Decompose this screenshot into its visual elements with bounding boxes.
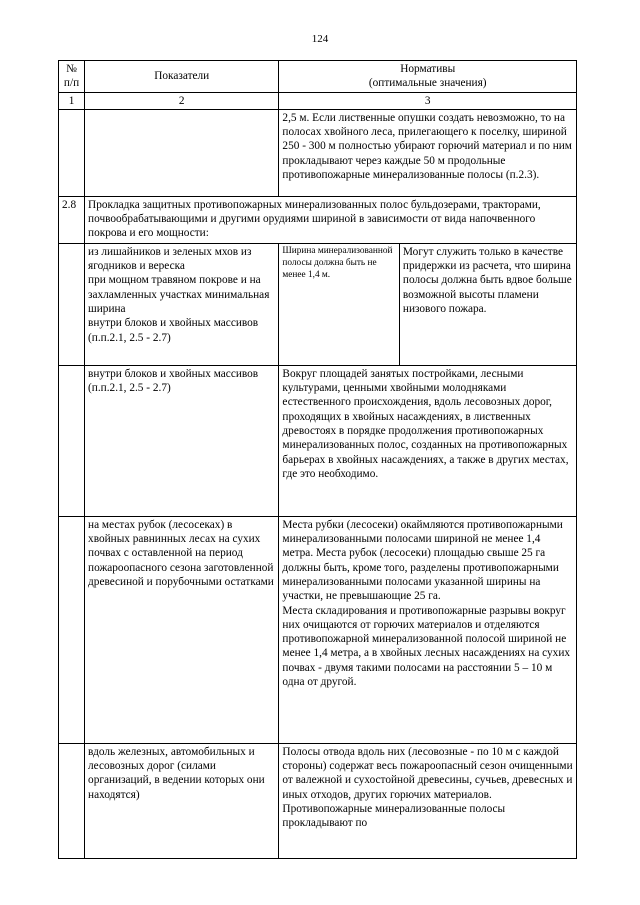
split-norm-cell [279, 243, 577, 365]
row-indicator: внутри блоков и хвойных массивов (п.п.2.1, 2.5 - 2.7) [85, 365, 279, 516]
header-norms: Нормативы (оптимальные значения) [279, 61, 577, 93]
row-indicator: вдоль железных, автомобильных и лесовозных дорог (силами организаций, в ведении которых они находятся) [85, 743, 279, 858]
continuation-text: 2,5 м. Если лиственные опушки создать невозможно, то на полосах хвойного леса, прилегающего к поселку, шириной 250 - 300 м полностью убирают горючий материал и по ним прокладывают через каждые 50 м продольные противопожарные минерализованные полосы (п.2.3). [279, 109, 577, 196]
table-row [59, 516, 577, 743]
row-norm: Полосы отвода вдоль них (лесовозные - по 10 м с каждой стороны) содержат весь пожароопасный сезон очищенными от валежной и сухостойной древесины, сучьев, древесных и иных отходов, других горючих материалов. Противопожарные минерализованные полосы прокладывают по [279, 743, 577, 858]
header-indicators: Показатели [85, 61, 279, 93]
norm-note: Могут служить только в качестве придержки из расчета, что ширина полосы должна быть вдвое больше возможной высоты пламени низового пожара. [399, 244, 576, 365]
row-indicator: на местах рубок (лесосеках) в хвойных равнинных лесах на сухих почвах с оставленной на период пожароопасного сезона заготовленной древесиной и порубочными остатками [85, 516, 279, 743]
norms-table [58, 60, 577, 859]
table-header-row [59, 61, 577, 93]
page-number: 124 [311, 33, 329, 45]
column-number-2: 2 [85, 92, 279, 109]
section-number: 2.8 [59, 196, 85, 243]
row-indicator: из лишайников и зеленых мхов из ягодников и вереска при мощном травяном покрове и на захламленных участках минимальная ширина внутри блоков и хвойных массивов (п.п.2.1, 2.5 - 2.7) [85, 243, 279, 365]
column-number-row [59, 92, 577, 109]
row-norm: Места рубки (лесосеки) окаймляются противопожарными минерализованными полосами шириной не менее 1,4 метра. Места рубок (лесосеки) площадью свыше 25 га должны быть, кроме того, разделены противопожарными минерализованными полосами указанной ширины на участки, не превышающие 25 га. Места складирования и противопожарные разрывы вокруг них очищаются от горючих материалов и отделяются противопожарной минерализованной полосой шириной не менее 1,4 метра, а в хвойных лесных насаждениях на сухих почвах - двумя такими полосами на расстоянии 5 – 10 м одна от другой. [279, 516, 577, 743]
table-row [59, 743, 577, 858]
table-row [59, 365, 577, 516]
section-title-row [59, 196, 577, 243]
nested-norm-table [279, 244, 576, 365]
column-number-3: 3 [279, 92, 577, 109]
norm-min-width: Ширина минерализованной полосы должна быть не менее 1,4 м. [279, 244, 399, 365]
header-number: № п/п [59, 61, 85, 93]
column-number-1: 1 [59, 92, 85, 109]
row-norm: Вокруг площадей занятых постройками, лесными культурами, ценными хвойными молодняками естественного происхождения, вдоль лесовозных дорог, проходящих в хвойных насаждениях, в лиственных древостоях в порядке продолжения противопожарных минерализованных полос, созданных на противопожарных барьерах в хвойных насаждениях, а также в других местах, где это необходимо. [279, 365, 577, 516]
section-title: Прокладка защитных противопожарных минерализованных полос бульдозерами, тракторами, почвообрабатывающими и другими орудиями шириной в зависимости от вида напочвенного покрова и его мощности: [85, 196, 577, 243]
table-row [59, 109, 577, 196]
table-row [59, 243, 577, 365]
